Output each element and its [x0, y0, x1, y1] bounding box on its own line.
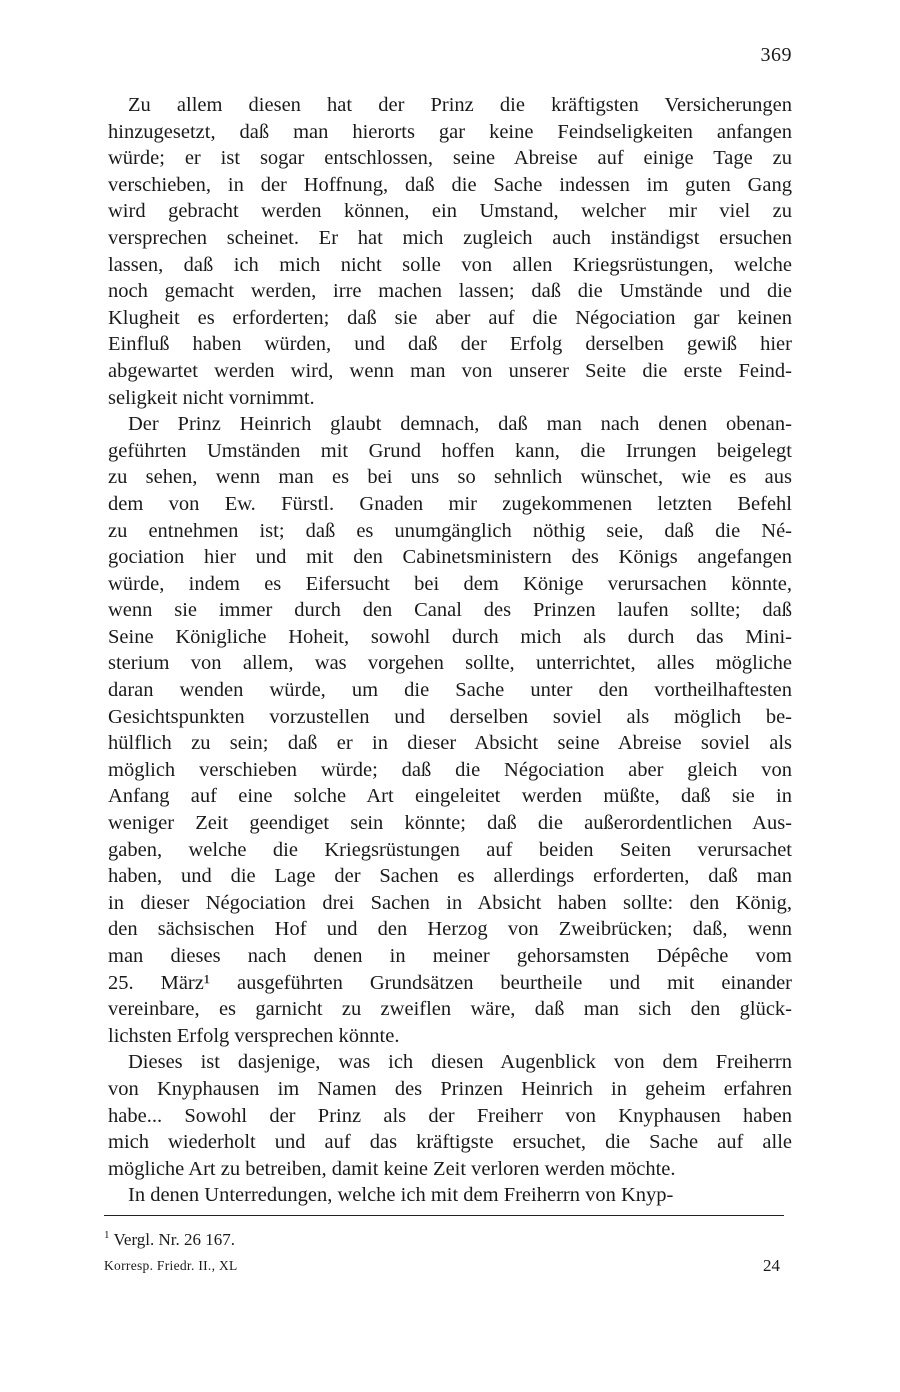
text-line: wird gebracht werden können, ein Umstand, welcher mir viel zu: [108, 200, 792, 223]
text-line: zu entnehmen ist; daß es unumgänglich nöthig seie, daß die Né-: [108, 519, 792, 542]
text-line: verschieben, in der Hoffnung, daß die Sache indessen im guten Gang: [108, 173, 792, 196]
text-line: Einfluß haben würden, und daß der Erfolg derselben gewiß hier: [108, 333, 792, 356]
text-line: von Knyphausen im Namen des Prinzen Heinrich in geheim erfahren: [108, 1077, 792, 1100]
text-line: noch gemacht werden, irre machen lassen; daß die Umstände und die: [108, 280, 792, 303]
text-line: gociation hier und mit den Cabinetsministern des Königs angefangen: [108, 546, 792, 569]
paragraph: [108, 411, 792, 1049]
text-line: habe... Sowohl der Prinz als der Freiherr von Knyphausen haben: [108, 1104, 792, 1127]
text-line: Klugheit es erforderten; daß sie aber auf die Négociation gar keinen: [108, 306, 792, 329]
text-line: vereinbare, es garnicht zu zweiflen wäre, daß man sich den glück-: [108, 998, 792, 1021]
text-line: Der Prinz Heinrich glaubt demnach, daß man nach denen obenan-: [128, 413, 792, 436]
text-line: geführten Umständen mit Grund hoffen kann, die Irrungen beigelegt: [108, 439, 792, 462]
paragraph: [108, 1182, 792, 1209]
text-line: hinzugesetzt, daß man hierorts gar keine Feindseligkeiten anfangen: [108, 120, 792, 143]
text-line: möglich verschieben würde; daß die Négociation aber gleich von: [108, 758, 792, 781]
text-line: In denen Unterredungen, welche ich mit dem Freiherrn von Knyp-: [128, 1184, 674, 1207]
footnote-text: Vergl. Nr. 26 167.: [113, 1230, 236, 1249]
text-line: Zu allem diesen hat der Prinz die kräftigsten Versicherungen: [128, 94, 792, 116]
footnote-marker: 1: [104, 1229, 110, 1241]
sheet-number: 24: [763, 1256, 780, 1275]
text-line: haben, und die Lage der Sachen es allerdings erforderten, daß man: [108, 865, 792, 888]
text-line: Anfang auf eine solche Art eingeleitet werden müßte, daß sie in: [108, 785, 792, 808]
footnote-divider: [104, 1215, 784, 1216]
text-line: hülflich zu sein; daß er in dieser Absicht seine Abreise soviel als: [108, 732, 792, 755]
text-line: Gesichtspunkten vorzustellen und derselben soviel als möglich be-: [108, 705, 792, 728]
text-line: sterium von allem, was vorgehen sollte, unterrichtet, alles mögliche: [108, 652, 792, 675]
text-line: seligkeit nicht vornimmt.: [108, 386, 315, 409]
text-line: abgewartet werden wird, wenn man von unserer Seite die erste Feind-: [108, 359, 792, 382]
text-line: wenn sie immer durch den Canal des Prinzen laufen sollte; daß: [108, 599, 792, 622]
text-line: lichsten Erfolg versprechen könnte.: [108, 1024, 400, 1047]
text-line: würde; er ist sogar entschlossen, seine Abreise auf einige Tage zu: [108, 147, 792, 170]
body-text: [108, 92, 792, 1209]
signature-line: Korresp. Friedr. II., XL: [104, 1258, 238, 1273]
text-line: Seine Königliche Hoheit, sowohl durch mich als durch das Mini-: [108, 625, 792, 648]
footnote: [104, 1230, 235, 1250]
text-line: zu sehen, wenn man es bei uns so sehnlich wünschet, wie es aus: [108, 466, 792, 489]
paragraph: [108, 1049, 792, 1182]
text-line: würde, indem es Eifersucht bei dem Könige verursachen könnte,: [108, 572, 792, 595]
text-line: versprechen scheinet. Er hat mich zugleich auch inständigst ersuchen: [108, 226, 792, 249]
text-line: dem von Ew. Fürstl. Gnaden mir zugekommenen letzten Befehl: [108, 492, 792, 515]
text-line: weniger Zeit geendiget sein könnte; daß die außerordentlichen Aus-: [108, 812, 792, 835]
text-line: 25. März¹ ausgeführten Grundsätzen beurtheile und mit einander: [108, 971, 792, 994]
text-line: man dieses nach denen in meiner gehorsamsten Dépêche vom: [108, 945, 792, 967]
text-line: gaben, welche die Kriegsrüstungen auf beiden Seiten verursachet: [108, 838, 792, 861]
text-line: daran wenden würde, um die Sache unter den vortheilhaftesten: [108, 679, 792, 702]
text-line: den sächsischen Hof und den Herzog von Zweibrücken; daß, wenn: [108, 918, 792, 941]
text-line: lassen, daß ich mich nicht solle von allen Kriegsrüstungen, welche: [108, 253, 792, 276]
text-line: in dieser Négociation drei Sachen in Absicht haben sollte: den König,: [108, 891, 792, 914]
text-line: mich wiederholt und auf das kräftigste ersuchet, die Sache auf alle: [108, 1131, 792, 1154]
text-line: Dieses ist dasjenige, was ich diesen Augenblick von dem Freiherrn: [128, 1051, 792, 1074]
text-line: mögliche Art zu betreiben, damit keine Zeit verloren werden möchte.: [108, 1157, 676, 1180]
page-number: 369: [760, 44, 792, 66]
paragraph: [108, 92, 792, 411]
